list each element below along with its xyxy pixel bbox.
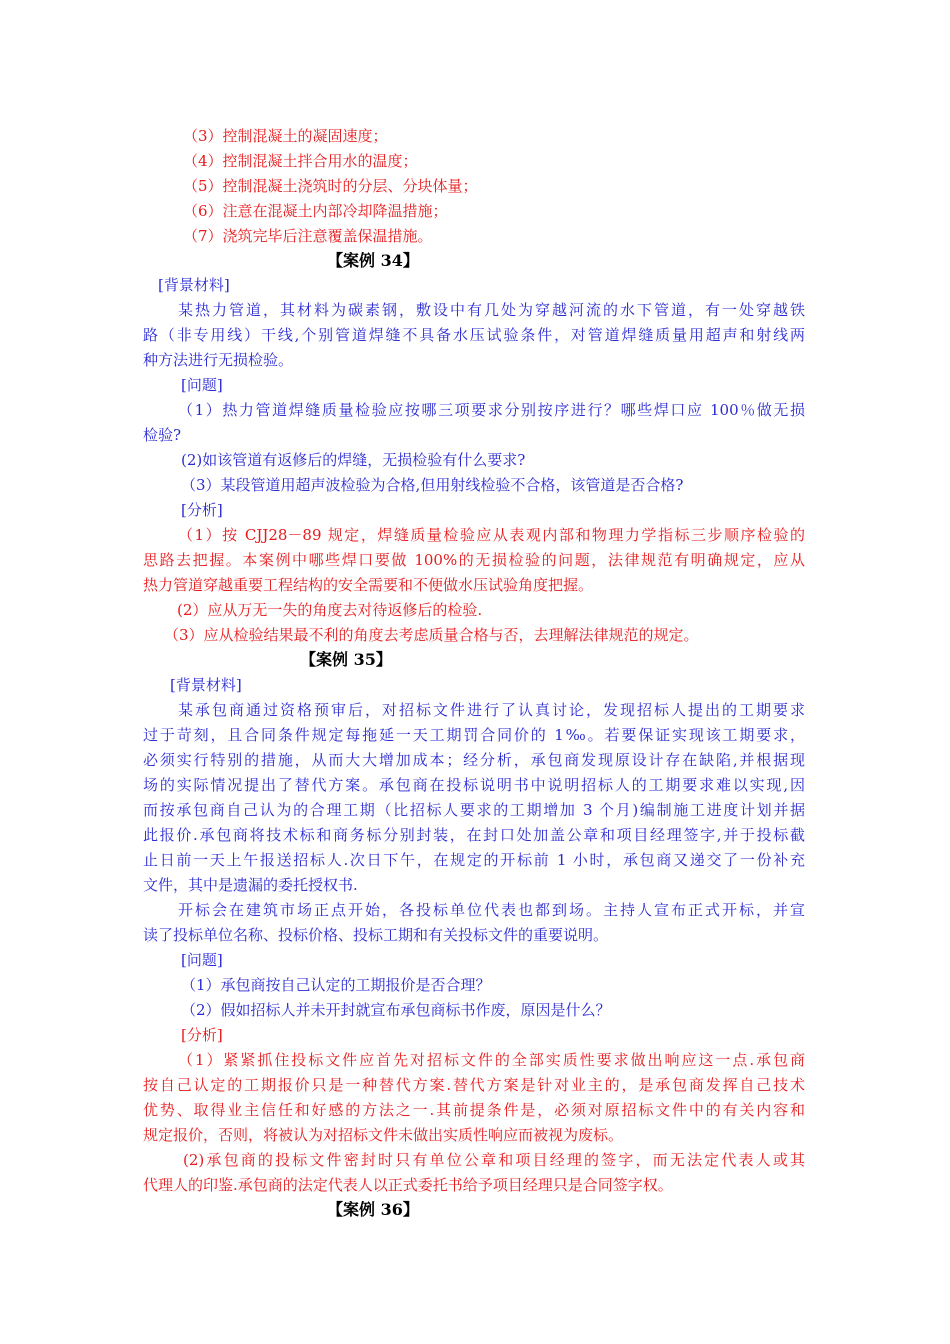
case-heading: 【案例 36】	[327, 1200, 419, 1219]
text-line: （4）控制混凝土拌合用水的温度；	[183, 152, 418, 170]
text-line: (2)如该管道有返修后的焊缝，无损检验有什么要求?	[181, 451, 526, 469]
section-label: [问题]	[181, 951, 223, 969]
case-heading: 【案例 35】	[300, 650, 392, 669]
text-line: （1）承包商按自己认定的工期报价是否合理？	[181, 976, 491, 994]
text-line: 文件，其中是遗漏的委托授权书.	[143, 876, 358, 894]
text-line: 开标会在建筑市场正点开始，各投标单位代表也都到场。主持人宣布正式开标，并宣	[178, 901, 805, 919]
section-label: [背景材料]	[158, 276, 230, 294]
text-line: （1）热力管道焊缝质量检验应按哪三项要求分别按序进行？哪些焊口应 100％做无损	[178, 401, 805, 419]
text-line: 某承包商通过资格预审后，对招标文件进行了认真讨论，发现招标人提出的工期要求	[178, 701, 805, 719]
text-line: 读了投标单位名称、投标价格、投标工期和有关投标文件的重要说明。	[143, 926, 609, 944]
text-line: (2)承包商的投标文件密封时只有单位公章和项目经理的签字，而无法定代表人或其	[183, 1151, 805, 1169]
text-line: （1）紧紧抓住投标文件应首先对招标文件的全部实质性要求做出响应这一点.承包商	[178, 1051, 805, 1069]
text-line: （3）控制混凝土的凝固速度；	[183, 127, 388, 145]
text-line: （1）按 CJJ28－89 规定，焊缝质量检验应从表观内部和物理力学指标三步顺序检验的	[178, 526, 805, 544]
text-line: 按自己认定的工期报价只是一种替代方案.替代方案是针对业主的，是承包商发挥自己技术	[143, 1076, 805, 1094]
text-line: 路（非专用线）干线,个别管道焊缝不具备水压试验条件，对管道焊缝质量用超声和射线两	[143, 326, 805, 344]
text-line: 检验?	[143, 426, 182, 444]
text-line: 热力管道穿越重要工程结构的安全需要和不便做水压试验角度把握。	[143, 576, 594, 594]
text-line: （5）控制混凝土浇筑时的分层、分块体量；	[183, 177, 478, 195]
text-line: 某热力管道，其材料为碳素钢，敷设中有几处为穿越河流的水下管道，有一处穿越铁	[178, 301, 805, 319]
text-line: 优势、取得业主信任和好感的方法之一.其前提条件是，必须对原招标文件中的有关内容和	[143, 1101, 805, 1119]
text-line: 此报价.承包商将技术标和商务标分别封装，在封口处加盖公章和项目经理签字,并于投标截	[143, 826, 805, 844]
text-line: 思路去把握。本案例中哪些焊口要做 100%的无损检验的问题，法律规范有明确规定，应从	[143, 551, 805, 569]
text-line: 止日前一天上午报送招标人.次日下午，在规定的开标前 1 小时，承包商又递交了一份补充	[143, 851, 805, 869]
section-label: [问题]	[181, 376, 223, 394]
section-label: [背景材料]	[170, 676, 242, 694]
text-line: 规定报价，否则，将被认为对招标文件未做出实质性响应而被视为废标。	[143, 1126, 624, 1144]
section-label: [分析]	[181, 501, 223, 519]
case-heading: 【案例 34】	[327, 251, 419, 270]
text-line: 必须实行特别的措施，从而大大增加成本；经分析，承包商发现原设计存在缺陷,并根据现	[143, 751, 805, 769]
text-line: 代理人的印鉴.承包商的法定代表人以正式委托书给予项目经理只是合同签字权。	[143, 1176, 673, 1194]
text-line: 种方法进行无损检验。	[143, 351, 294, 369]
text-line: （3）某段管道用超声波检验为合格,但用射线检验不合格，该管道是否合格?	[181, 476, 684, 494]
text-line: 而按承包商自己认为的合理工期（比招标人要求的工期增加 3 个月)编制施工进度计划并据	[143, 801, 805, 819]
text-line: 场的实际情况提出了替代方案。承包商在投标说明书中说明招标人的工期要求难以实现,因	[143, 776, 805, 794]
text-line: 过于苛刻，且合同条件规定每拖延一天工期罚合同价的 1‰。若要保证实现该工期要求，	[143, 726, 805, 744]
text-line: （7）浇筑完毕后注意覆盖保温措施。	[183, 227, 433, 245]
text-line: （6）注意在混凝土内部冷却降温措施；	[183, 202, 448, 220]
section-label: [分析]	[181, 1026, 223, 1044]
text-line: （2）假如招标人并未开封就宣布承包商标书作废，原因是什么？	[181, 1001, 611, 1019]
text-line: (2）应从万无一失的角度去对待返修后的检验.	[177, 601, 483, 619]
text-line: （3）应从检验结果最不利的角度去考虑质量合格与否，去理解法律规范的规定。	[164, 626, 699, 644]
